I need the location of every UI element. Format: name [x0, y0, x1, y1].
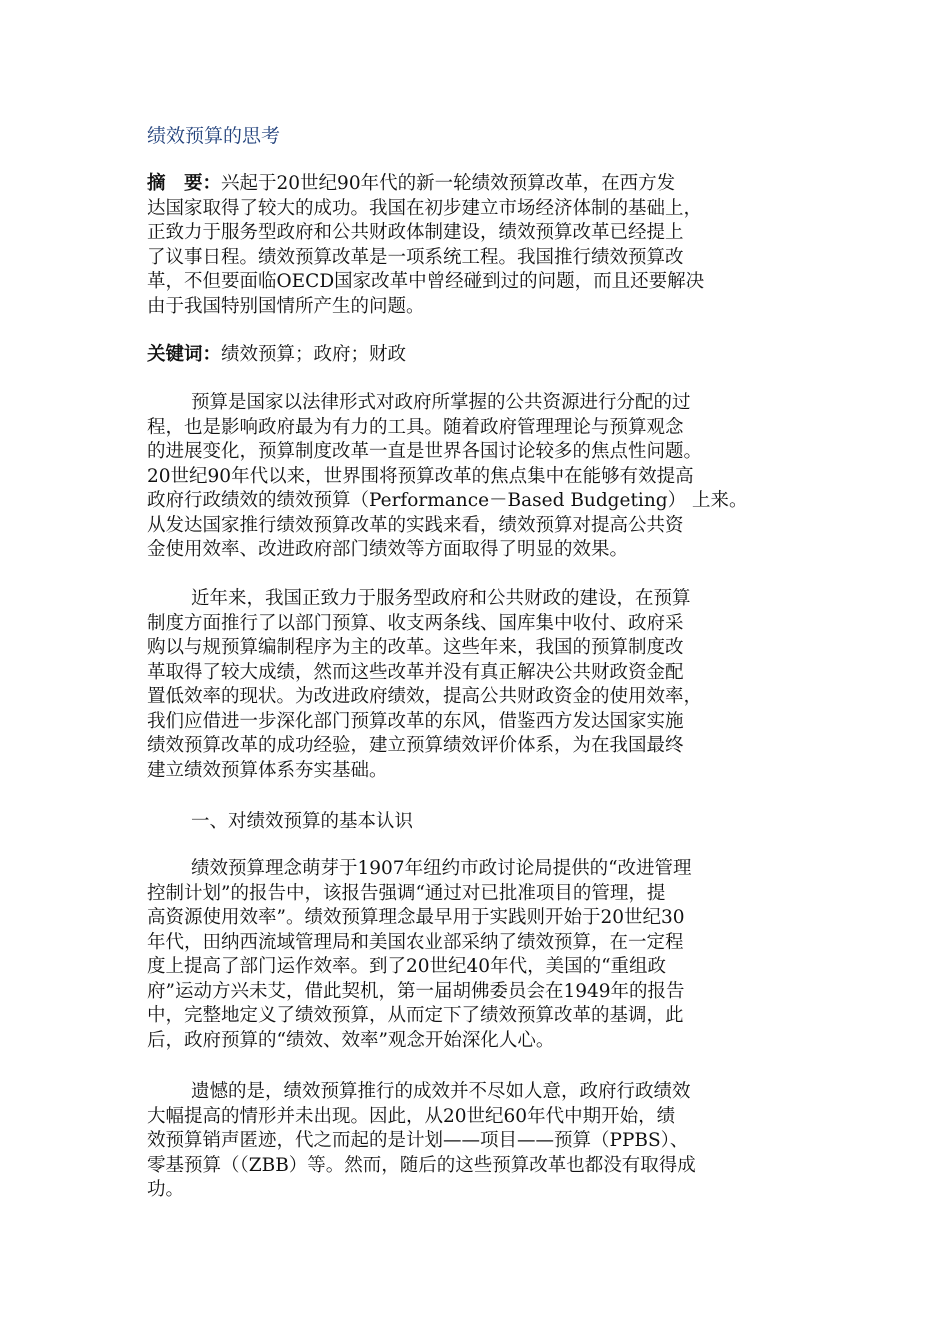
- abstract-line: [147, 172, 807, 197]
- paragraph-line: 购以与规预算编制程序为主的改革。这些年来，我国的预算制度改: [147, 637, 684, 658]
- paragraph-line: 后，政府预算的“绩效、效率”观念开始深化人心。: [147, 1029, 555, 1051]
- abstract-text: 兴起于20世纪90年代的新一轮绩效预算改革，在西方发: [221, 173, 676, 194]
- paragraph-3: [147, 857, 807, 1053]
- keywords-line: [147, 343, 807, 368]
- paragraph-line: 功。: [147, 1179, 185, 1200]
- paragraph-line: 年代，田纳西流域管理局和美国农业部采纳了绩效预算，在一定程: [147, 931, 684, 953]
- paragraph-line: 我们应借进一步深化部门预算改革的东风，借鉴西方发达国家实施: [147, 710, 684, 732]
- abstract-line: 达国家取得了较大的成功。我国在初步建立市场经济体制的基础上，: [147, 197, 703, 219]
- paragraph-line: 零基预算（（ZBB）等。然而，随后的这些预算改革也都没有取得成: [147, 1154, 696, 1176]
- paragraph-line: 绩效预算改革的成功经验，建立预算绩效评价体系，为在我国最终: [147, 735, 684, 756]
- paragraph-line: 府”运动方兴未艾，借此契机，第一届胡佛委员会在1949年的报告: [147, 980, 685, 1002]
- keywords-text: 绩效预算；政府；财政: [221, 344, 407, 365]
- keywords-label: 关键词：: [147, 344, 222, 365]
- paragraph-line: 20世纪90年代以来，世界围将预算改革的焦点集中在能够有效提高: [147, 465, 694, 487]
- paragraph-1: [147, 391, 807, 563]
- paragraph-line: 置低效率的现状。为改进政府绩效，提高公共财政资金的使用效率，: [147, 686, 703, 707]
- document-title: 绩效预算的思考: [147, 125, 281, 147]
- paragraph-2: [147, 587, 807, 783]
- paragraph-line: 高资源使用效率”。绩效预算理念最早用于实践则开始于20世纪30: [147, 907, 685, 928]
- abstract-block: [147, 172, 807, 319]
- abstract-line: 了议事日程。绩效预算改革是一项系统工程。我国推行绩效预算改: [147, 246, 684, 268]
- paragraph-line: 预算是国家以法律形式对政府所掌握的公共资源进行分配的过: [191, 392, 691, 413]
- paragraph-line: 控制计划”的报告中，该报告强调“通过对已批准项目的管理，提: [147, 882, 666, 904]
- abstract-line: 正致力于服务型政府和公共财政体制建设，绩效预算改革已经提上: [147, 222, 684, 243]
- paragraph-line: 制度方面推行了以部门预算、收支两条线、国库集中收付、政府采: [147, 612, 684, 634]
- section-heading: 一、对绩效预算的基本认识: [191, 811, 414, 832]
- paragraph-line: 的进展变化，预算制度改革一直是世界各国讨论较多的焦点性问题。: [147, 441, 703, 462]
- paragraph-line: 中，完整地定义了绩效预算，从而定下了绩效预算改革的基调，此: [147, 1005, 684, 1026]
- paragraph-line: 金使用效率、改进政府部门绩效等方面取得了明显的效果。: [147, 539, 629, 560]
- paragraph-line: 革取得了较大成绩，然而这些改革并没有真正解决公共财政资金配: [147, 661, 684, 683]
- paragraph-line: 效预算销声匿迹，代之而起的是计划——项目——预算（PPBS）、: [147, 1130, 689, 1151]
- paragraph-line: 从发达国家推行绩效预算改革的实践来看，绩效预算对提高公共资: [147, 514, 684, 536]
- paragraph-4: [147, 1080, 807, 1203]
- paragraph-line: 绩效预算理念萌芽于1907年纽约市政讨论局提供的“改进管理: [191, 858, 692, 879]
- paragraph-line: 度上提高了部门运作效率。到了20世纪40年代，美国的“重组政: [147, 956, 667, 977]
- paragraph-line: 程，也是影响政府最为有力的工具。随着政府管理理论与预算观念: [147, 416, 684, 438]
- paragraph-line: 近年来，我国正致力于服务型政府和公共财政的建设，在预算: [191, 588, 691, 609]
- paragraph-line: 大幅提高的情形并未出现。因此，从20世纪60年代中期开始，绩: [147, 1105, 676, 1127]
- paragraph-line: 遗憾的是，绩效预算推行的成效并不尽如人意，政府行政绩效: [191, 1081, 691, 1102]
- paragraph-line: 政府行政绩效的绩效预算（Performance－Based Budgeting） 上来。: [147, 490, 748, 511]
- abstract-label: 摘 要：: [147, 173, 222, 194]
- abstract-line: 由于我国特别国情所产生的问题。: [147, 295, 425, 317]
- paragraph-line: 建立绩效预算体系夯实基础。: [147, 759, 388, 781]
- section-heading-block: [147, 810, 807, 835]
- keywords-block: [147, 343, 807, 368]
- abstract-line: 革，不但要面临OECD国家改革中曾经碰到过的问题，而且还要解决: [147, 271, 705, 292]
